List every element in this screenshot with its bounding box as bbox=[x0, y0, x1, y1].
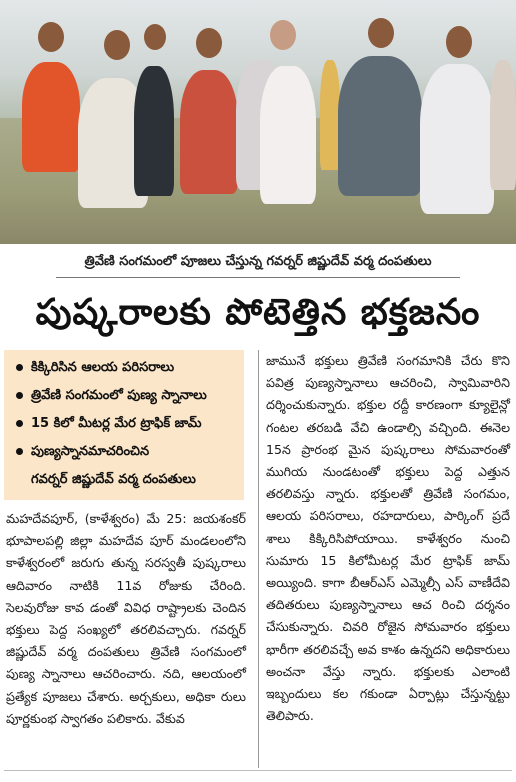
highlights-box bbox=[4, 350, 244, 500]
article-text-right: జామునే భక్తులు త్రివేణి సంగమానికి చేరు కొని పవిత్ర పుణ్యస్నానాలు ఆచరించి, స్వామివారిని దర్శించుకున్నారు. భక్తుల రద్దీ కారణంగా క్యూలైన్లో గంటల తరబడి వేచి ఉండాల్సి వచ్చింది. ఈనెల 15న ప్రారంభ మైన పుష్కరాలు సోమవారంతో ముగియ నుండటంతో భక్తులు పెద్ద ఎత్తున తరలివస్తు న్నారు. భక్తులతో త్రివేణి సంగమం, ఆలయ పరిసరాలు, రహదారులు, పార్కింగ్ ప్రదే శాలు కిక్కిరిసిపోయాయి. కాళేశ్వరం నుంచి సుమారు 15 కిలోమీటర్ల మేర ట్రాఫిక్ జామ్ అయ్యింది. కాగా బీఆర్ఎస్ ఎమ్మెల్సీ ఎస్ వాణీదేవి తదితరులు పుణ్యస్నానాలు ఆచ రించి దర్శనం చేసుకున్నారు. చివరి రోజైన సోమవారం భక్తులు భారీగా తరలివచ్చే అవ కాశం ఉన్నదని అధికారులు అంచనా వేస్తు న్నారు. భక్తులకు ఎలాంటి ఇబ్బందులు కల గకుండా ఏర్పాట్లు చేస్తున్నట్టు తెలిపారు. bbox=[266, 353, 510, 724]
highlight-item: గవర్నర్ జిష్ణుదేవ్ వర్మ దంపతులు bbox=[31, 472, 196, 487]
photo-caption-text: త్రివేణి సంగమంలో పూజలు చేస్తున్న గవర్నర్ జిష్ణుదేవ్ వర్మ దంపతులు bbox=[84, 254, 432, 269]
article-text-left: మహదేవపూర్, (కాళేశ్వరం) మే 25: జయశంకర్ భూపాలపల్లి జిల్లా మహదేవ పూర్ మండలంలోని కాళేశ్వరంలో జరుగు తున్న సరస్వతీ పుష్కరాలు ఆదివారం నాటికి 11వ రోజుకు చేరింది. సెలవురోజు కావ డంతో వివిధ రాష్ట్రాలకు చెందిన భక్తులు పెద్ద సంఖ్యలో తరలివచ్చారు. గవర్నర్ జిష్ణుదేవ్ వర్మ దంపతులు త్రివేణి సంగమంలో పుణ్య స్నానాలు ఆచరించారు. నది, ఆలయంలో ప్రత్యేక పూజలు చేశారు. అర్చకులు, అధికా రులు పూర్ణకుంభ స్వాగతం పలికారు. వేకువ bbox=[6, 511, 246, 726]
column-divider bbox=[258, 350, 259, 768]
highlight-item: 15 కిలో మీటర్ల మేర ట్రాఫిక్ జామ్ bbox=[16, 416, 202, 434]
bottom-rule bbox=[4, 770, 512, 771]
caption-underline bbox=[56, 277, 460, 278]
bullet-icon bbox=[16, 392, 23, 399]
highlight-item: త్రివేణి సంగమంలో పుణ్య స్నానాలు bbox=[16, 388, 207, 406]
highlight-item: కిక్కిరిసిన ఆలయ పరిసరాలు bbox=[16, 360, 174, 378]
headline: పుష్కరాలకు పోటెత్తిన భక్తజనం bbox=[35, 292, 481, 333]
news-photo bbox=[0, 0, 516, 244]
photo-caption bbox=[0, 246, 516, 280]
bullet-icon bbox=[16, 448, 23, 455]
bullet-icon bbox=[16, 420, 23, 427]
highlight-item: పుణ్యస్నానమాచరించిన bbox=[16, 444, 149, 462]
article-column-right bbox=[266, 350, 510, 727]
bullet-icon bbox=[16, 364, 23, 371]
article-column-left bbox=[6, 508, 246, 730]
